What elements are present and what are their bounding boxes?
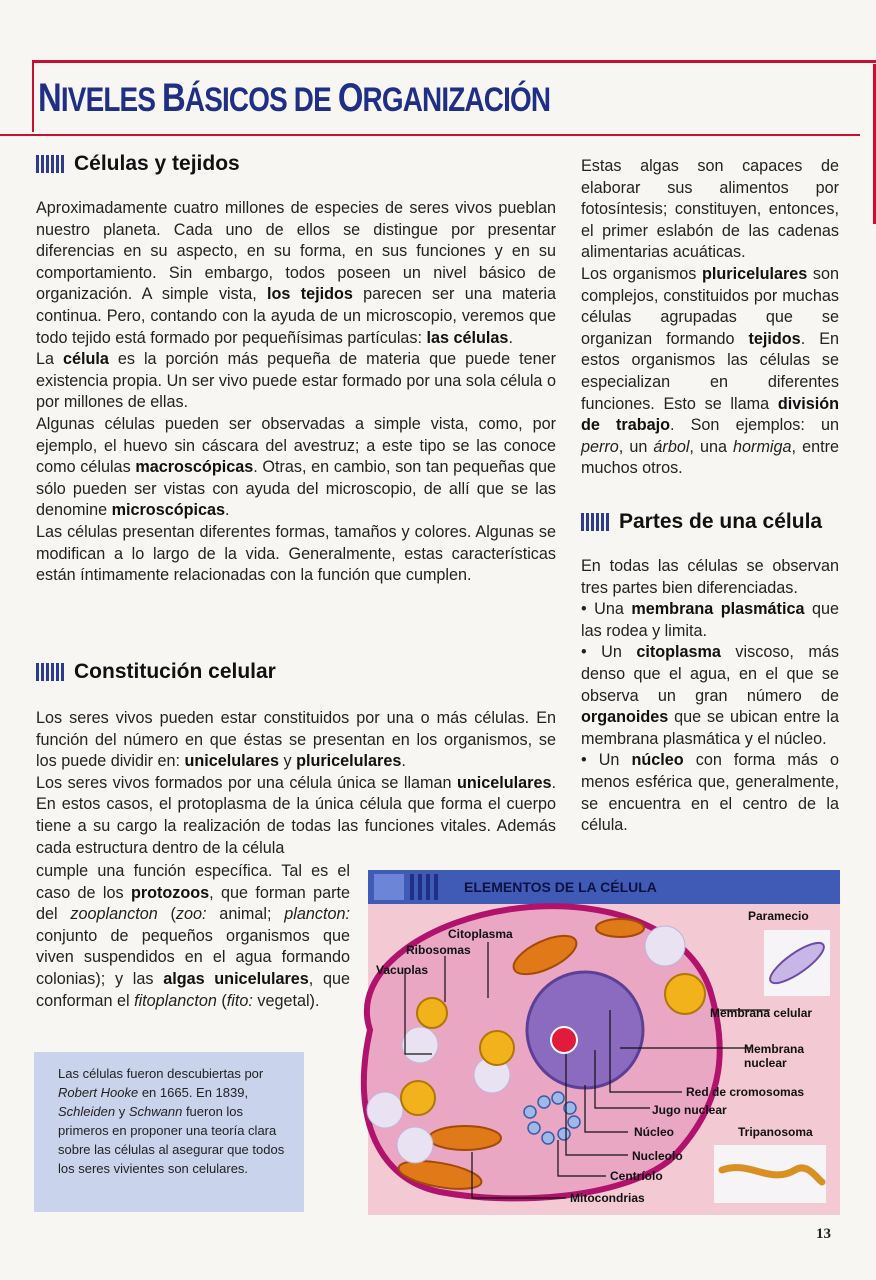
label-membrana-nuclear-2: nuclear [744,1056,787,1070]
vacuole [367,1092,403,1128]
bars-icon [581,513,609,531]
col1-block3 [36,861,350,1012]
mitochondrion [596,919,644,937]
paragraph: Estas algas son capaces de elaborar sus alimentos por fotosíntesis; constituyen, entonces, el primer eslabón de las cadenas alimentarias acuáticas. [581,157,839,262]
mitochondrion [429,1126,501,1150]
label-citoplasma: Citoplasma [448,927,513,941]
note-box [34,1052,304,1212]
label-paramecio: Paramecio [748,909,809,923]
section-heading-partes: Partes de una célula [581,510,822,534]
paragraph: Aproximadamente cuatro millones de especies de seres vivos pueblan nuestro planeta. Cada uno de ellos se distingue por presentar diferencias en su aspecto, en su forma, en sus funciones y en su comportamiento. Sin embargo, todos poseen un nivel básico de organización. A simple vista, los tejidos parecen ser una materia continua. Pero, contando con la ayuda de un microscopio, veremos que todo tejido está formado por pequeñísimas partículas: las células. [36,199,557,347]
paragraph: La célula es la porción más pequeña de materia que puede tener existencia propia. Un ser vivo puede estar formado por una sola célula o por millones de ellas. [36,350,556,412]
paragraph: Los organismos pluricelulares son complejos, constituidos por muchas células agrupadas que se organizan formando tejidos. En estos organismos las células se especializan en diferentes funciones. Esto se llama división de trabajo. Son ejemplos: un perro, un árbol, una hormiga, entre muchos otros. [581,264,839,478]
label-red-cromosomas: Red de cromosomas [686,1085,805,1099]
nucleolus [551,1027,577,1053]
label-centriolo: Centríolo [610,1169,663,1183]
section-heading-constitucion: Constitución celular [36,660,276,684]
top-rule [32,60,876,63]
bars-icon [36,155,64,173]
section-heading-celulas: Células y tejidos [36,152,240,176]
bullet-item: • Un citoplasma viscoso, más denso que el agua, en el que se observa un gran número de organoides que se ubican entre la membrana plasmática y el núcleo. [581,643,839,748]
note-text: Las células fueron descubiertas por Robert Hooke en 1665. En 1839, Schleiden y Schwann fueron los primeros en proponer una teoría clara sobre las células al asegurar que todos los seres vivientes son celulares. [58,1066,285,1176]
cell-nucleus [527,972,643,1088]
page-number: 13 [816,1226,831,1242]
diagram-title: ELEMENTOS DE LA CÉLULA [464,879,657,895]
bars-icon [36,663,64,681]
paragraph: Los seres vivos formados por una célula única se llaman unicelulares. En estos casos, el protoplasma de la única célula que forma el cuerpo tiene a su cargo la realización de todas las funciones vitales. Además cada estructura dentro de la célula [36,773,556,857]
col1-block2 [36,708,556,859]
label-vacuolas: Vacuolas [376,963,429,977]
bullet-item: • Un núcleo con forma más o menos esférica que, generalmente, se encuentra en el centro de la célula. [581,751,839,835]
paragraph: En todas las células se observan tres partes bien diferenciadas. [581,557,839,597]
organelle [480,1031,514,1065]
paragraph: cumple una función específica. Tal es el caso de los protozoos, que forman parte del zooplancton (zoo: animal; plancton: conjunto de pequeños organismos que viven suspendidos en el agua formando colonias); y las algas unicelulares, que conforman el fitoplancton (fito: vegetal). [36,862,350,1010]
label-membrana-nuclear-1: Membrana [744,1042,805,1056]
col2-block1 [581,156,839,480]
bullet-item: • Una membrana plasmática que las rodea y limita. [581,600,839,640]
col1-block1 [36,198,556,587]
title-underline [0,134,860,136]
organelle [401,1081,435,1115]
label-mitocondrias: Mitocondrias [570,1191,645,1205]
label-tripanosoma: Tripanosoma [738,1125,813,1139]
vacuole [402,1027,438,1063]
organelle [665,974,705,1014]
label-ribosomas: Ribosomas [406,943,471,957]
page-title: NIVELES BÁSICOS DE ORGANIZACIÓN [38,76,551,120]
col2-block2 [581,556,839,837]
vacuole [645,926,685,966]
side-rule [32,60,34,132]
organelle [417,998,447,1028]
cell-diagram [330,870,840,1215]
paragraph: Algunas células pueden ser observadas a simple vista, como, por ejemplo, el huevo sin cáscara del avestruz; a este tipo se las conoce como células macroscópicas. Otras, en cambio, son tan pequeñas que sólo pueden ser vistas con ayuda del microscopio, de allí que se las denomine microscópicas. [36,414,556,520]
paragraph: Las células presentan diferentes formas, tamaños y colores. Algunas se modifican a lo largo de la vida. Generalmente, estas características están íntimamente relacionadas con la función que cumplen. [36,522,556,585]
vacuole [397,1127,433,1163]
label-membrana-celular: Membrana celular [710,1006,813,1020]
paragraph: Los seres vivos pueden estar constituidos por una o más células. En función del número en que éstas se presentan en los organismos, se los puede dividir en: unicelulares y pluricelulares. [36,709,556,771]
label-jugo-nuclear: Jugo nuclear [652,1103,727,1117]
label-nucleolo: Nucleolo [632,1149,683,1163]
label-nucleo: Núcleo [634,1125,675,1139]
